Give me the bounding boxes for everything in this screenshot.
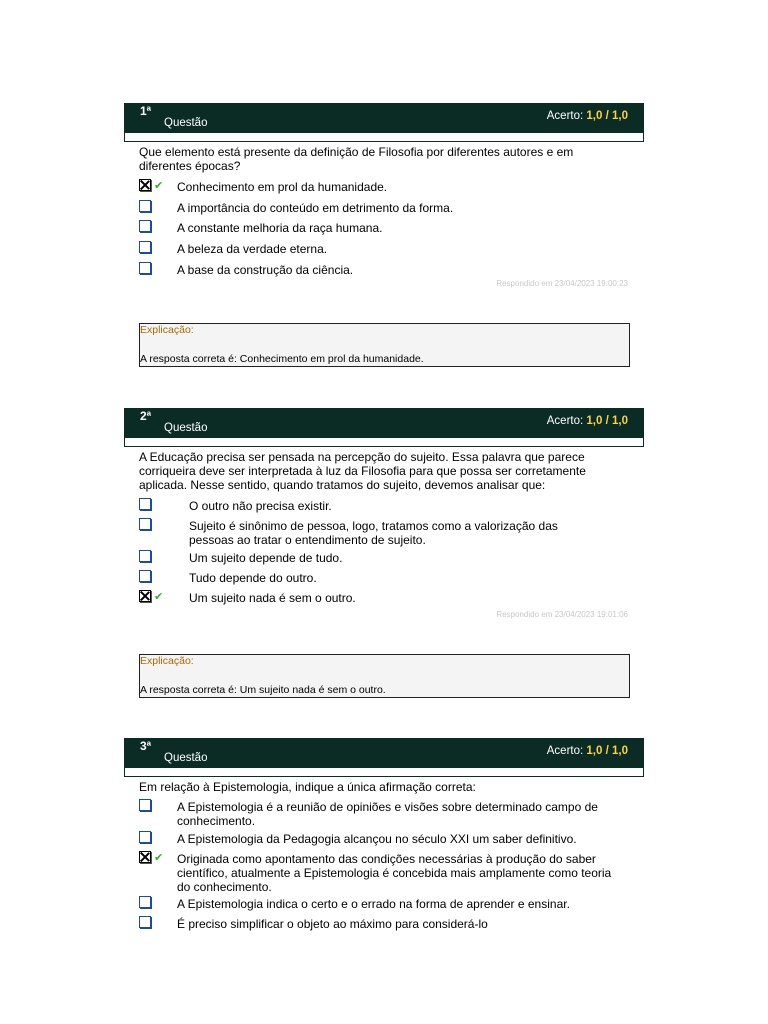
- option-4[interactable]: [139, 571, 644, 585]
- option-3[interactable]: [139, 221, 644, 235]
- question-number: 1ª: [140, 104, 152, 118]
- option-text: A base da construção da ciência.: [177, 263, 354, 277]
- explanation-text: A resposta correta é: Um sujeito nada é sem o outro.: [140, 684, 386, 696]
- option-list: [139, 499, 644, 605]
- score: [547, 415, 628, 427]
- option-text: Um sujeito depende de tudo.: [189, 551, 343, 565]
- option-text: A Epistemologia indica o certo e o errado na forma de aprender e ensinar.: [177, 897, 570, 911]
- header-underline: [124, 438, 644, 447]
- question-label: Questão: [164, 117, 208, 129]
- checkbox-icon[interactable]: [139, 518, 151, 530]
- question-1: [124, 103, 644, 277]
- answered-timestamp: Respondido em 23/04/2023 19:00:23: [496, 279, 628, 288]
- correct-checkmark-icon: ✔: [154, 591, 164, 603]
- answered-timestamp: Respondido em 23/04/2023 19:01:06: [496, 610, 628, 619]
- checkbox-icon[interactable]: [139, 262, 151, 274]
- checkbox-icon[interactable]: [139, 200, 151, 212]
- score-label: Acerto:: [546, 415, 584, 427]
- checkbox-icon[interactable]: [139, 799, 151, 811]
- score: [547, 745, 628, 757]
- option-3[interactable]: [139, 852, 644, 894]
- option-text: Um sujeito nada é sem o outro.: [189, 591, 356, 605]
- option-5[interactable]: [139, 591, 644, 605]
- score-separator: /: [605, 745, 609, 757]
- option-2[interactable]: [139, 201, 644, 215]
- checkbox-icon[interactable]: [139, 570, 151, 582]
- option-text: Originada como apontamento das condições necessárias à produção do saber científico, atualmente a Epistemologia é concebida mais amplamente como teoria do conhecimento.: [177, 852, 612, 894]
- option-text: A importância do conteúdo em detrimento da forma.: [177, 201, 454, 215]
- score-separator: /: [605, 415, 609, 427]
- question-3: [124, 738, 644, 931]
- checkbox-icon[interactable]: [139, 498, 151, 510]
- option-text: Sujeito é sinônimo de pessoa, logo, tratamos como a valorização das pessoas ao tratar o entendimento de sujeito.: [189, 519, 558, 547]
- question-number: 2ª: [140, 409, 152, 423]
- option-text: O outro não precisa existir.: [189, 499, 332, 513]
- option-5[interactable]: [139, 263, 644, 277]
- option-text: A Epistemologia é a reunião de opiniões e visões sobre determinado campo de conhecimento.: [177, 800, 598, 828]
- score-total: 1,0: [612, 415, 628, 427]
- score-total: 1,0: [612, 745, 628, 757]
- question-header: [124, 738, 644, 768]
- question-label: Questão: [164, 422, 208, 434]
- option-5[interactable]: [139, 917, 644, 931]
- score: [547, 110, 628, 122]
- explanation-text: A resposta correta é: Conhecimento em prol da humanidade.: [140, 353, 424, 365]
- question-2: [124, 408, 644, 605]
- checkbox-icon[interactable]: [139, 220, 151, 232]
- option-text: Conhecimento em prol da humanidade.: [177, 180, 388, 194]
- question-text: Que elemento está presente da definição de Filosofia por diferentes autores e em diferentes épocas?: [139, 145, 574, 173]
- checkbox-icon[interactable]: [139, 896, 151, 908]
- question-text: A Educação precisa ser pensada na percepção do sujeito. Essa palavra que parece corriqueira deve ser interpretada à luz da Filosofia para que possa ser corretamente aplicada. Nesse sentido, quando tratamos do sujeito, devemos analisar que:: [139, 450, 586, 492]
- checked-checkbox-icon[interactable]: [139, 590, 151, 602]
- option-1[interactable]: [139, 800, 644, 828]
- checkbox-icon[interactable]: [139, 241, 151, 253]
- option-text: A constante melhoria da raça humana.: [177, 221, 383, 235]
- option-list: [139, 180, 644, 277]
- option-2[interactable]: [139, 519, 644, 547]
- option-text: A Epistemologia da Pedagogia alcançou no século XXI um saber definitivo.: [177, 832, 577, 846]
- checked-checkbox-icon[interactable]: [139, 851, 151, 863]
- question-number: 3ª: [140, 739, 152, 753]
- correct-checkmark-icon: ✔: [154, 852, 164, 864]
- option-4[interactable]: [139, 242, 644, 256]
- question-label: Questão: [164, 752, 208, 764]
- option-text: É preciso simplificar o objeto ao máximo para considerá-lo: [177, 917, 488, 931]
- explanation-title: Explicação:: [140, 324, 194, 336]
- option-1[interactable]: [139, 499, 644, 513]
- option-text: Tudo depende do outro.: [189, 571, 317, 585]
- option-1[interactable]: [139, 180, 644, 194]
- question-text: Em relação à Epistemologia, indique a única afirmação correta:: [139, 780, 476, 794]
- checkbox-icon[interactable]: [139, 916, 151, 928]
- score-separator: /: [605, 110, 609, 122]
- checked-checkbox-icon[interactable]: [139, 179, 151, 191]
- checkbox-icon[interactable]: [139, 831, 151, 843]
- score-value: 1,0: [586, 110, 603, 122]
- header-underline: [124, 133, 644, 142]
- score-value: 1,0: [586, 745, 603, 757]
- option-list: [139, 800, 644, 931]
- question-header: [124, 408, 644, 438]
- explanation-title: Explicação:: [140, 655, 194, 667]
- option-text: A beleza da verdade eterna.: [177, 242, 328, 256]
- question-header: [124, 103, 644, 133]
- explanation-box: [139, 323, 630, 367]
- score-label: Acerto:: [546, 745, 584, 757]
- score-label: Acerto:: [546, 110, 584, 122]
- explanation-box: [139, 654, 630, 698]
- option-2[interactable]: [139, 832, 644, 846]
- header-underline: [124, 768, 644, 777]
- score-value: 1,0: [586, 415, 603, 427]
- checkbox-icon[interactable]: [139, 550, 151, 562]
- score-total: 1,0: [612, 110, 628, 122]
- correct-checkmark-icon: ✔: [154, 180, 164, 192]
- option-3[interactable]: [139, 551, 644, 565]
- option-4[interactable]: [139, 897, 644, 911]
